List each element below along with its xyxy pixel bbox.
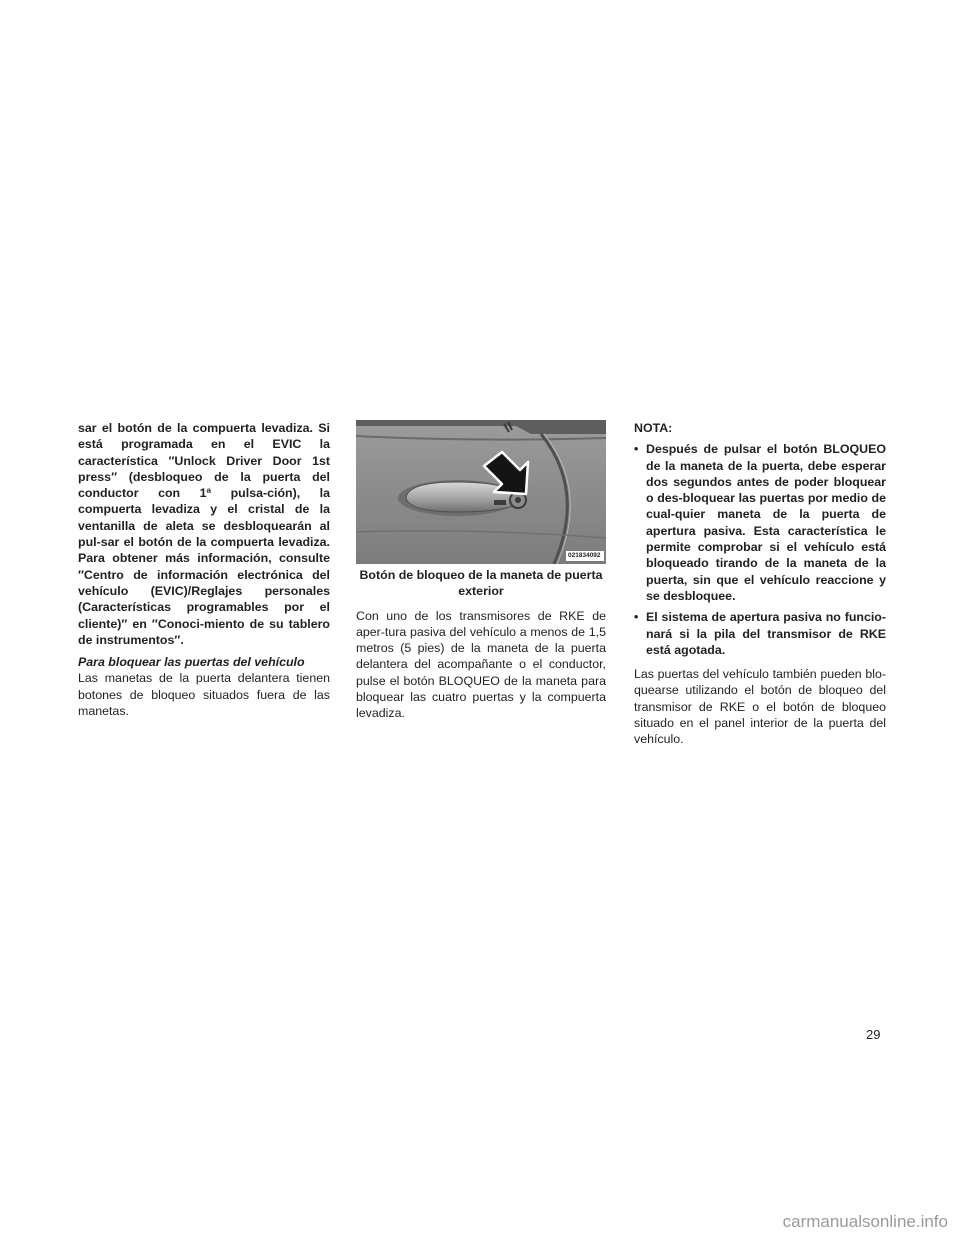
note-bullet: [634, 441, 886, 604]
bullet-text: El sistema de apertura pasiva no funcio-nará si la pila del transmisor de RKE está agotada.: [646, 610, 886, 657]
figure-code: 021834092: [568, 552, 601, 559]
bullet-text: Después de pulsar el botón BLOQUEO de la maneta de la puerta, debe esperar dos segundos antes de poder bloquear o des-bloquear las puertas por medio de cual-quier maneta de la puerta de apertura pasiva. Esta característica le permite comprobar si el vehículo está bloqueado tirando de la maneta de la puerta, sin que el vehículo reaccione y se desbloquee.: [646, 442, 886, 603]
note-title: NOTA:: [634, 421, 673, 435]
bullet-marker: •: [634, 442, 639, 457]
page-number: 29: [866, 1027, 881, 1042]
body-paragraph: Las manetas de la puerta delantera tienen botones de bloqueo situados fuera de las manetas.: [78, 671, 330, 719]
left-column: [78, 420, 330, 719]
body-paragraph: Las puertas del vehículo también pueden blo-quearse utilizando el botón de bloqueo del transmisor de RKE o el botón de bloqueo situado en el panel interior de la puerta del vehículo.: [634, 667, 886, 747]
figure-caption: Botón de bloqueo de la maneta de puerta exterior: [359, 568, 603, 599]
middle-column: [356, 420, 606, 722]
body-paragraph: Con uno de los transmisores de RKE de aper-tura pasiva del vehículo a menos de 1,5 metros (5 pies) de la maneta de la puerta delantera del acompañante o el conductor, pulse el botón BLOQUEO de la maneta para bloquear las cuatro puertas y la compuerta levadiza.: [356, 608, 606, 721]
watermark: carmanualsonline.info: [782, 1212, 948, 1231]
note-bullet: [634, 609, 886, 658]
bullet-marker: •: [634, 610, 639, 625]
door-handle-illustration: [356, 420, 606, 564]
right-column: [634, 420, 886, 748]
section-subheading: Para bloquear las puertas del vehículo: [78, 655, 305, 670]
door-handle-figure: [356, 420, 606, 564]
continuation-text: sar el botón de la compuerta levadiza. Si está programada en el EVIC la característica ″Unlock Driver Door 1st press″ (desbloqueo de la puerta del conductor con 1ª pulsa-ción), la compuerta levadiza y el cristal de la ventanilla de aleta se desbloquearán al pul-sar el botón de la compuerta levadiza. Para obtener más información, consulte ″Centro de información electrónica del vehículo (EVIC)/Reglajes personales (Características programables por el cliente)″ en ″Conoci-miento de su tablero de instrumentos″.: [78, 421, 330, 647]
